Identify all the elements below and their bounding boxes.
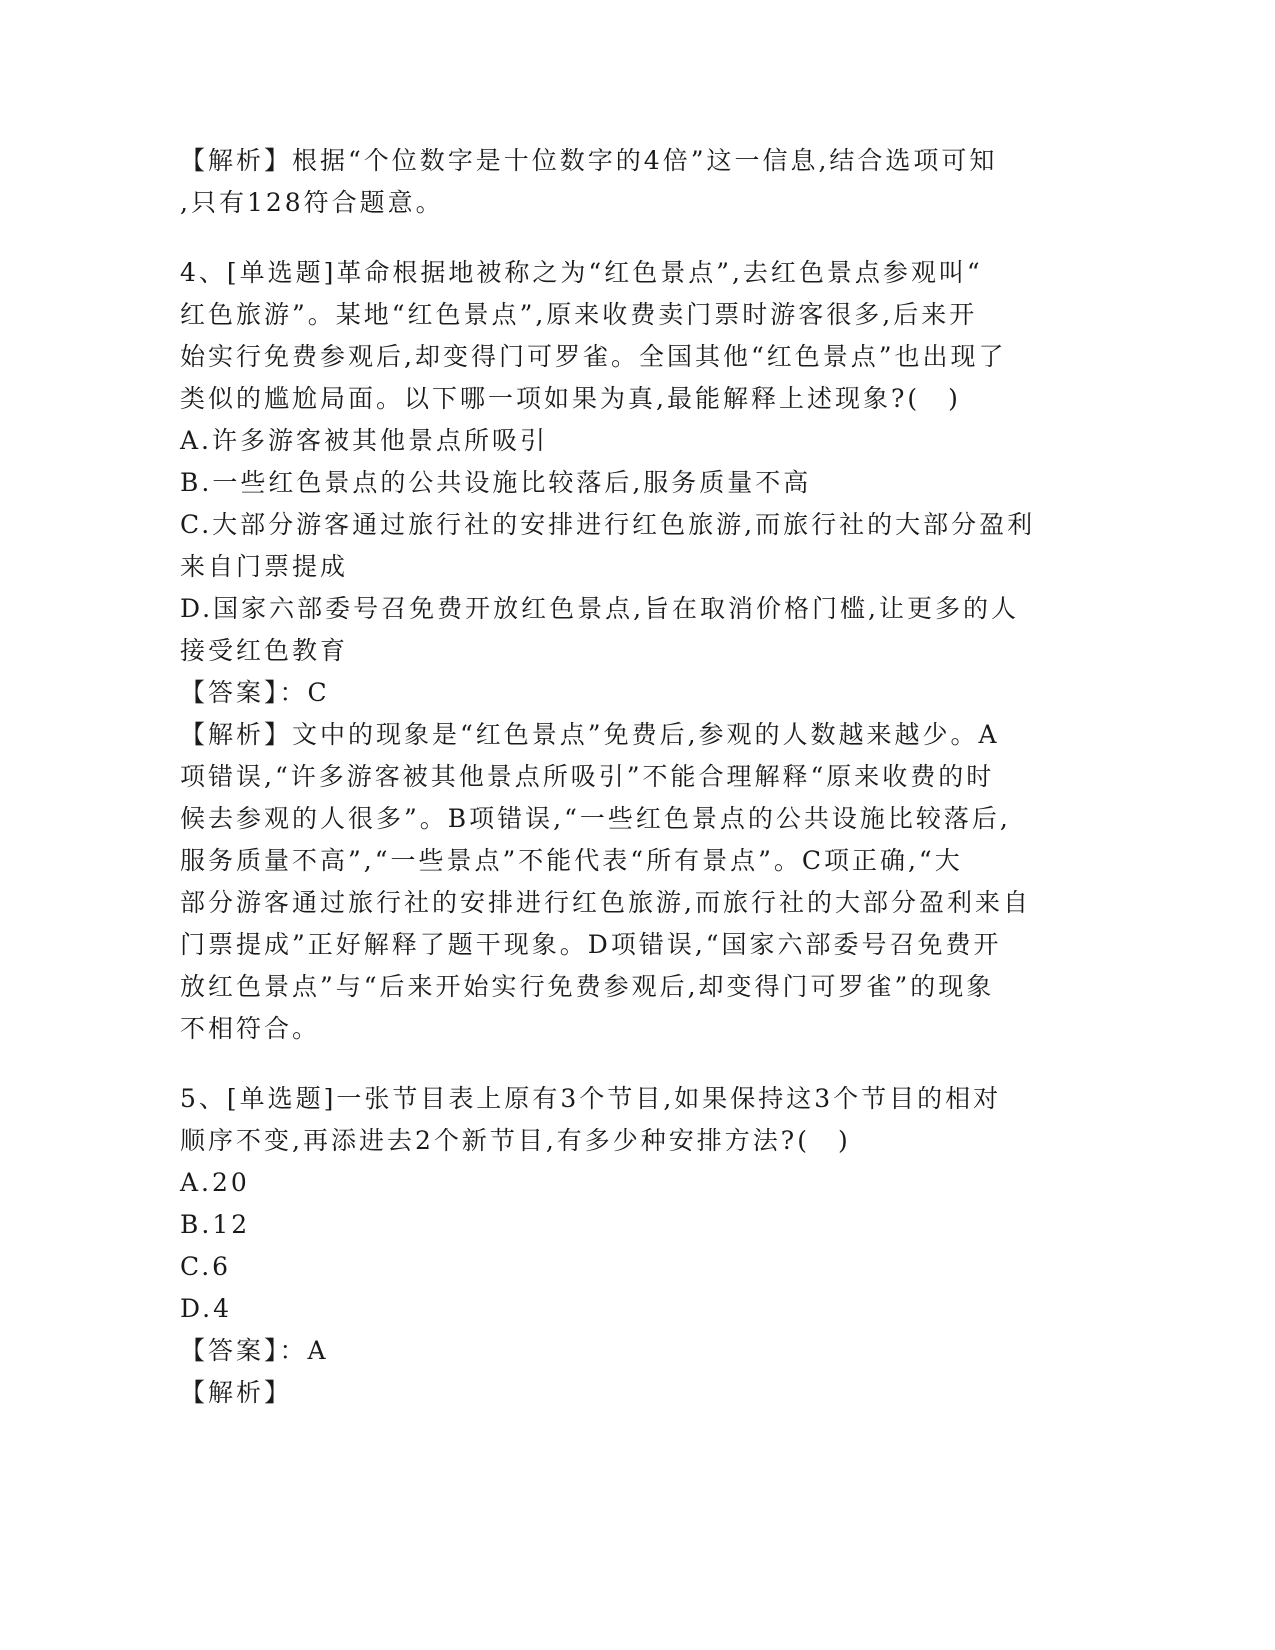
question-stem-line: 顺序不变,再添进去2个新节目,有多少种安排方法?( )	[180, 1126, 851, 1155]
question-stem-line: 类似的尴尬局面。以下哪一项如果为真,最能解释上述现象?( )	[180, 384, 961, 413]
analysis-heading: 【解析】	[180, 1378, 293, 1407]
option-b: B.12	[180, 1210, 251, 1239]
question-stem-line: 红色旅游”。某地“红色景点”,原来收费卖门票时游客很多,后来开	[180, 300, 978, 329]
question-stem-line: 始实行免费参观后,却变得门可罗雀。全国其他“红色景点”也出现了	[180, 342, 1007, 371]
answer: 【答案】：C	[180, 678, 330, 707]
option-a: A.许多游客被其他景点所吸引	[180, 426, 549, 455]
option-c: C.大部分游客通过旅行社的安排进行红色旅游,而旅行社的大部分盈利	[180, 510, 1036, 539]
analysis-line: 门票提成”正好解释了题干现象。D项错误,“国家六部委号召免费开	[180, 930, 1002, 959]
analysis-line: 项错误,“许多游客被其他景点所吸引”不能合理解释“原来收费的时	[180, 762, 995, 791]
analysis-line: 放红色景点”与“后来开始实行免费参观后,却变得门可罗雀”的现象	[180, 972, 995, 1001]
option-c: C.6	[180, 1252, 232, 1281]
document-page	[180, 140, 1060, 1414]
analysis-line: 部分游客通过旅行社的安排进行红色旅游,而旅行社的大部分盈利来自	[180, 888, 1031, 917]
analysis-line: 不相符合。	[180, 1014, 321, 1043]
option-d: D.国家六部委号召免费开放红色景点,旨在取消价格门槛,让更多的人	[180, 594, 1019, 623]
question-stem-line: 5、[单选题]一张节目表上原有3个节目,如果保持这3个节目的相对	[180, 1084, 1002, 1113]
prev-analysis	[180, 140, 1060, 224]
answer: 【答案】：A	[180, 1336, 329, 1365]
analysis-line: 候去参观的人很多”。B项错误,“一些红色景点的公共设施比较落后,	[180, 804, 1011, 833]
option-d: D.4	[180, 1294, 233, 1323]
analysis-line: 【解析】文中的现象是“红色景点”免费后,参观的人数越来越少。A	[180, 720, 1000, 749]
question-4	[180, 252, 1060, 1050]
option-a: A.20	[180, 1168, 250, 1197]
question-5	[180, 1078, 1060, 1414]
analysis-line: 服务质量不高”,“一些景点”不能代表“所有景点”。C项正确,“大	[180, 846, 963, 875]
analysis-line: 【解析】根据“个位数字是十位数字的4倍”这一信息,结合选项可知	[180, 146, 998, 175]
option-b: B.一些红色景点的公共设施比较落后,服务质量不高	[180, 468, 812, 497]
question-stem-line: 4、[单选题]革命根据地被称之为“红色景点”,去红色景点参观叫“	[180, 258, 983, 287]
analysis-line: ,只有128符合题意。	[180, 188, 444, 217]
option-d-continued: 接受红色教育	[180, 636, 349, 665]
option-c-continued: 来自门票提成	[180, 552, 349, 581]
